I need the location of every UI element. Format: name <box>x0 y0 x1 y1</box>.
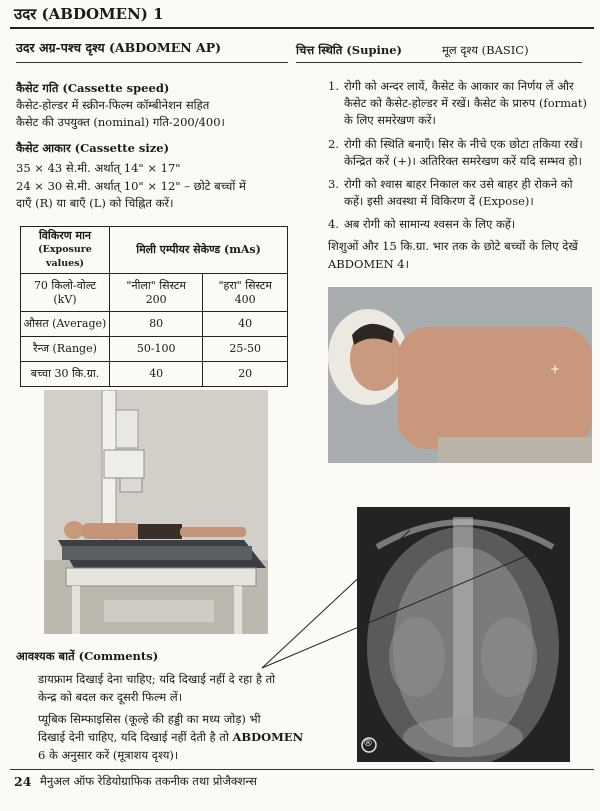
kv-label: 70 किलो-वोल्ट <box>33 278 97 292</box>
kv-unit: (kV) <box>53 292 77 306</box>
comment-line: प्यूबिक सिम्फाइसिस (कूल्हे की हड्डी का मध्य जोड़) भी <box>38 712 261 726</box>
table-cell: औसत (Average) <box>21 312 110 337</box>
table-cell: 80 <box>110 312 203 337</box>
step-number: 3. <box>328 177 339 191</box>
speed-line: कैसेट की उपयुक्त (nominal) गति-200/400। <box>16 115 225 129</box>
position-label: चित्त स्थिति (Supine) <box>296 43 402 57</box>
table-cell: 20 <box>203 362 288 387</box>
speed-line: कैसेट-होल्डर में स्क्रीन-फिल्म कॉम्बीनेशन सहित <box>16 98 210 112</box>
step-line: रोगी को श्वास बाहर निकाल कर उसे बाहर ही रोकने को <box>344 177 573 191</box>
comment-line: केन्द्र को बदल कर दूसरी फिल्म लें। <box>38 690 183 704</box>
svg-text:+: + <box>550 362 561 376</box>
pointer-line-symphysis <box>262 548 545 668</box>
view-title: उदर अग्र-पश्च दृश्य (ABDOMEN AP) <box>16 40 222 55</box>
comment-line: डायफ्राम दिखाई देना चाहिए; यदि दिखाई नहीं दे रहा है तो <box>38 672 276 686</box>
step-line: कहें। इसी अवस्था में विकिरण दें (Expose)। <box>344 194 534 208</box>
comment-line: 6 के अनुसार करें (मूत्राशय दृश्य)। <box>38 748 179 762</box>
step-number: 2. <box>328 137 339 151</box>
footer-text: मैनुअल ऑफ रेडियोग्राफिक तकनीक तथा प्रोजैक्शन्स <box>40 774 257 788</box>
table-cell: 40 <box>203 312 288 337</box>
page-number: 24 <box>14 774 32 789</box>
size-line: 35 × 43 से.मी. अर्थात् 14" × 17" <box>16 161 181 175</box>
table-cell: 25-50 <box>203 337 288 362</box>
step-line: के लिए समरेखण करें। <box>344 113 436 127</box>
note-line: शिशुओं और 15 कि.ग्रा. भार तक के छोटे बच्चों के लिए देखें <box>328 239 578 253</box>
header-text: विकिरण मान <box>38 229 92 242</box>
speed-heading: कैसेट गति (Cassette speed) <box>16 81 170 95</box>
green-system: "हरा" सिस्टम <box>218 278 272 292</box>
page-title: उदर (ABDOMEN) 1 <box>14 5 164 23</box>
step-line: रोगी को अन्दर लायें, कैसेट के आकार का निर्णय लें और <box>344 79 574 93</box>
size-heading: कैसेट आकार (Cassette size) <box>16 141 170 155</box>
note-line: ABDOMEN 4। <box>328 257 409 271</box>
step-number: 4. <box>328 217 339 231</box>
comments-heading: आवश्यक बातें (Comments) <box>16 649 159 663</box>
size-line: दाएँ (R) या बाएँ (L) को चिह्नित करें। <box>16 196 174 210</box>
comment-text: दिखाई देनी चाहिए, यदि दिखाई नहीं देती है तो <box>38 730 229 744</box>
footer-rule <box>10 769 594 770</box>
green-value: 400 <box>234 292 256 306</box>
step-line: कैसेट को कैसेट-होल्डर में रखें। कैसेट के प्रारुप (format) <box>344 96 587 110</box>
step-line: केन्द्रित करें (+)। अतिरिक्त समरेखण करें यदि सम्भव हो। <box>344 154 583 168</box>
table-cell: 50-100 <box>110 337 203 362</box>
step-line: रोगी की स्थिति बनाएँ। सिर के नीचे एक छोटा तकिया रखें। <box>344 137 583 151</box>
step-number: 1. <box>328 79 339 93</box>
basic-label: मूल दृश्य (BASIC) <box>442 43 529 57</box>
step-line: अब रोगी को सामान्य श्वसन के लिए कहें। <box>344 217 516 231</box>
table-header-mas: मिली एम्पीयर सेकेण्ड (mAs) <box>110 227 288 274</box>
blue-value: 200 <box>145 292 167 306</box>
comment-bold-ref: ABDOMEN <box>232 730 304 744</box>
table-cell: रैन्ज (Range) <box>21 337 110 362</box>
header-subtext: (Exposure values) <box>38 244 92 269</box>
table-cell: बच्चा 30 कि.ग्रा. <box>21 362 110 387</box>
pointer-line-diaphragm <box>262 530 410 668</box>
blue-system: "नीला" सिस्टम <box>126 278 186 292</box>
table-cell: 40 <box>110 362 203 387</box>
size-line: 24 × 30 से.मी. अर्थात् 10" × 12" – छोटे बच्चों में <box>16 179 246 193</box>
xray-marker: ® <box>363 738 373 749</box>
